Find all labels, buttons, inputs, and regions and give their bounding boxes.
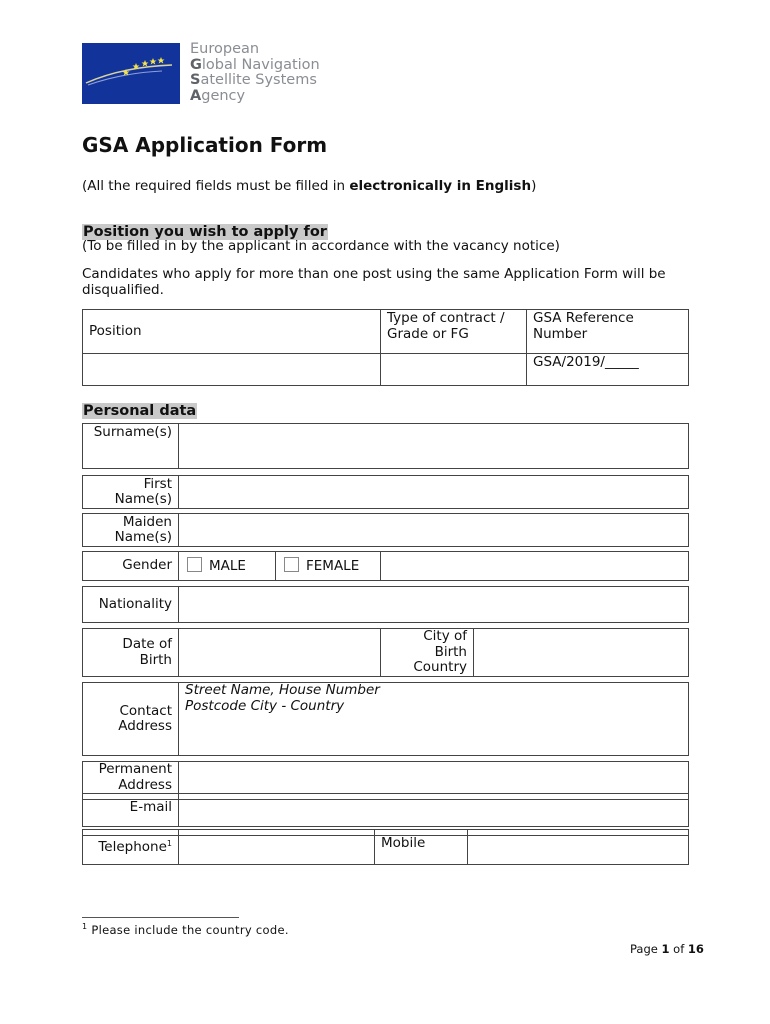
date-of-birth-field[interactable]: [179, 629, 381, 677]
first-name-row: [82, 475, 689, 509]
contact-address-field[interactable]: Street Name, House Number Postcode City - Country: [179, 683, 689, 756]
address-email-rows: [82, 761, 689, 827]
gsa-logo: [82, 43, 180, 104]
reference-input[interactable]: GSA/2019/_____: [527, 354, 689, 386]
position-section-heading: Position you wish to apply for: [83, 224, 327, 240]
surname-row: [82, 423, 689, 469]
logo-line-1: European: [190, 41, 260, 57]
email-field[interactable]: [179, 800, 689, 827]
footnote: $^1$ Please include the country code.: [82, 922, 289, 937]
email-label: E-mail: [83, 800, 179, 827]
female-checkbox[interactable]: [284, 557, 299, 572]
intro-instructions: (All the required fields must be filled in electronically in English): [82, 178, 537, 194]
contact-address-label: Contact Address: [83, 683, 179, 756]
telephone-field[interactable]: [179, 836, 375, 865]
position-section-subheading: (To be filled in by the applicant in accordance with the vacancy notice): [82, 238, 560, 254]
nationality-field[interactable]: [179, 587, 689, 623]
disqualification-warning: Candidates who apply for more than one post using the same Application Form will be disqualified.: [82, 266, 666, 298]
reference-header: GSA Reference Number: [527, 310, 689, 354]
logo-line-3: Satellite Systems: [190, 72, 317, 88]
surname-label: Surname(s): [83, 424, 179, 469]
telephone-row: [82, 829, 689, 865]
position-input[interactable]: [83, 354, 381, 386]
first-name-label: First Name(s): [83, 476, 179, 509]
telephone-label: Telephone$^1$: [83, 836, 179, 865]
contract-input[interactable]: [381, 354, 527, 386]
footnote-separator: [82, 917, 239, 918]
gender-male-option[interactable]: MALE: [179, 552, 276, 581]
gender-label: Gender: [83, 552, 179, 581]
position-table: [82, 309, 689, 386]
permanent-address-label: Permanent Address: [83, 762, 179, 794]
first-name-field[interactable]: [179, 476, 689, 509]
mobile-label: Mobile: [375, 836, 468, 865]
gender-extra-cell: [381, 552, 689, 581]
surname-field[interactable]: [179, 424, 689, 469]
male-checkbox[interactable]: [187, 557, 202, 572]
logo-line-2: Global Navigation: [190, 56, 320, 73]
city-of-birth-label: City of Birth Country: [381, 629, 474, 677]
personal-data-heading: Personal data: [83, 403, 197, 419]
birth-row: [82, 628, 689, 677]
maiden-name-row: [82, 513, 689, 547]
maiden-name-field[interactable]: [179, 514, 689, 547]
contract-header: Type of contract / Grade or FG: [381, 310, 527, 354]
nationality-label: Nationality: [83, 587, 179, 623]
nationality-row: [82, 586, 689, 623]
logo-line-4: Agency: [190, 87, 246, 104]
position-header: Position: [83, 310, 381, 354]
maiden-name-label: Maiden Name(s): [83, 514, 179, 547]
contact-address-row: [82, 682, 689, 756]
agency-name-lockup: [190, 42, 320, 104]
gsa-stars-logo-icon: [82, 43, 180, 104]
page-number: Page 1 of 16: [630, 942, 704, 956]
date-of-birth-label: Date of Birth: [83, 629, 179, 677]
city-of-birth-field[interactable]: [474, 629, 689, 677]
gender-row: [82, 551, 689, 581]
mobile-field[interactable]: [468, 836, 689, 865]
permanent-address-field[interactable]: [179, 762, 689, 794]
gender-female-option[interactable]: FEMALE: [276, 552, 381, 581]
page-title: GSA Application Form: [82, 133, 328, 157]
